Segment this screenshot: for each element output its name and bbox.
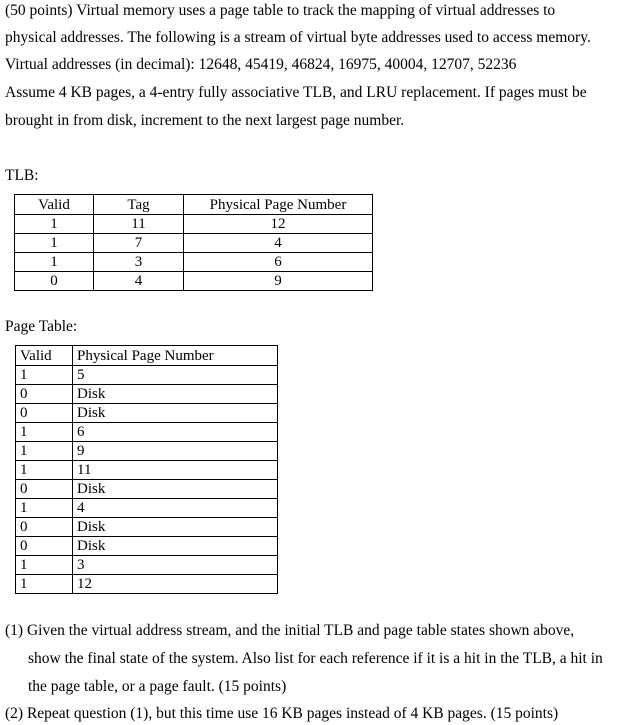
tlb-row: [15, 272, 373, 291]
tlb-cell: 12: [184, 215, 373, 234]
page-table-header-valid: Valid: [16, 346, 73, 366]
page-table-cell: 1: [16, 366, 73, 385]
page-table-cell: 6: [73, 423, 278, 442]
tlb-cell: 9: [184, 272, 373, 291]
page-table-cell: Disk: [73, 518, 278, 537]
tlb-cell: 1: [15, 234, 94, 253]
page-table-cell: Disk: [73, 537, 278, 556]
page-table-cell: Disk: [73, 385, 278, 404]
page-table-cell: 1: [16, 461, 73, 480]
page-table: [15, 345, 278, 594]
page-table-header-ppn: Physical Page Number: [73, 346, 278, 366]
page-table-row: [16, 499, 278, 518]
page-table-row: [16, 385, 278, 404]
page-table-header-row: [16, 346, 278, 366]
tlb-cell: 4: [184, 234, 373, 253]
tlb-cell: 7: [94, 234, 184, 253]
page-table-cell: Disk: [73, 404, 278, 423]
page-table-row: [16, 423, 278, 442]
question-1-line-2: show the final state of the system. Also list for each reference if it is a hit in the TLB, a hit in: [28, 650, 603, 667]
page-table-cell: 1: [16, 556, 73, 575]
page-table-row: [16, 366, 278, 385]
question-1-line-3: the page table, or a page fault. (15 points): [28, 678, 287, 695]
page-table-cell: 0: [16, 518, 73, 537]
page-table-cell: 0: [16, 480, 73, 499]
question-2-line-1: (2) Repeat question (1), but this time use 16 KB pages instead of 4 KB pages. (15 points): [5, 705, 559, 722]
tlb-row: [15, 253, 373, 272]
tlb-table: [14, 194, 373, 291]
question-1-line-1: (1) Given the virtual address stream, and the initial TLB and page table states shown above,: [5, 622, 575, 639]
page-table-cell: 5: [73, 366, 278, 385]
page-table-cell: 1: [16, 499, 73, 518]
intro-line-5: brought in from disk, increment to the next largest page number.: [5, 112, 405, 129]
page-table-cell: 0: [16, 385, 73, 404]
page-table-row: [16, 518, 278, 537]
page-table-cell: 1: [16, 423, 73, 442]
tlb-header-valid: Valid: [15, 195, 94, 215]
page-table-row: [16, 575, 278, 594]
page-table-row: [16, 404, 278, 423]
page-table-label: Page Table:: [5, 318, 78, 335]
page-table-row: [16, 537, 278, 556]
tlb-cell: 6: [184, 253, 373, 272]
tlb-cell: 3: [94, 253, 184, 272]
page-table-cell: 0: [16, 404, 73, 423]
page-table-cell: 12: [73, 575, 278, 594]
page-table-row: [16, 480, 278, 499]
page-table-cell: 3: [73, 556, 278, 575]
tlb-row: [15, 234, 373, 253]
page-table-cell: 9: [73, 442, 278, 461]
page-table-cell: Disk: [73, 480, 278, 499]
page-table-cell: 4: [73, 499, 278, 518]
page-table-row: [16, 442, 278, 461]
page-table-cell: 11: [73, 461, 278, 480]
tlb-header-tag: Tag: [94, 195, 184, 215]
intro-line-3: Virtual addresses (in decimal): 12648, 45419, 46824, 16975, 40004, 12707, 52236: [5, 56, 517, 73]
tlb-header-ppn: Physical Page Number: [184, 195, 373, 215]
intro-line-4: Assume 4 KB pages, a 4-entry fully associative TLB, and LRU replacement. If pages must be: [5, 84, 587, 101]
tlb-header-row: [15, 195, 373, 215]
tlb-cell: 0: [15, 272, 94, 291]
tlb-cell: 4: [94, 272, 184, 291]
page-table-row: [16, 461, 278, 480]
tlb-label: TLB:: [5, 167, 39, 184]
tlb-row: [15, 215, 373, 234]
page-table-cell: 1: [16, 442, 73, 461]
page-table-cell: 1: [16, 575, 73, 594]
tlb-cell: 11: [94, 215, 184, 234]
intro-line-2: physical addresses. The following is a stream of virtual byte addresses used to access memory.: [5, 29, 591, 46]
tlb-cell: 1: [15, 253, 94, 272]
tlb-cell: 1: [15, 215, 94, 234]
page-table-cell: 0: [16, 537, 73, 556]
intro-line-1: (50 points) Virtual memory uses a page table to track the mapping of virtual addresses to: [5, 2, 556, 19]
page-table-row: [16, 556, 278, 575]
